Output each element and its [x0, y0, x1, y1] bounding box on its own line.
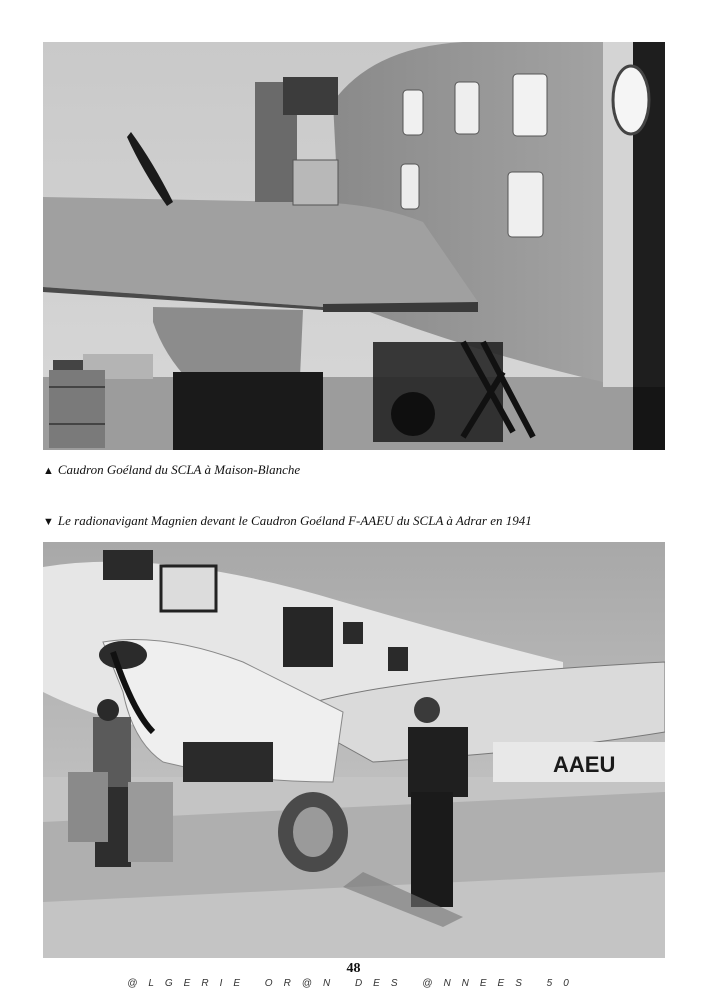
- triangle-down-icon: ▼: [43, 516, 54, 528]
- registration-marking: AAEU: [553, 752, 616, 777]
- caption-bottom: [43, 513, 532, 529]
- photo-caudron-maison-blanche: [43, 42, 665, 450]
- page-number: 48: [346, 961, 361, 976]
- airplane-photo-bottom: [43, 542, 665, 958]
- footer-title: @LGERIE OR@N DES @NNEES 50: [127, 978, 580, 989]
- photo-caudron-adrar: [43, 542, 665, 958]
- caption-top: [43, 462, 300, 478]
- airplane-photo-top: [43, 42, 665, 450]
- caption-bottom-text: Le radionavigant Magnien devant le Caudron Goéland F-AAEU du SCLA à Adrar en 1941: [57, 513, 532, 528]
- caption-top-text: Caudron Goéland du SCLA à Maison-Blanche: [57, 462, 301, 477]
- triangle-up-icon: ▲: [43, 465, 54, 477]
